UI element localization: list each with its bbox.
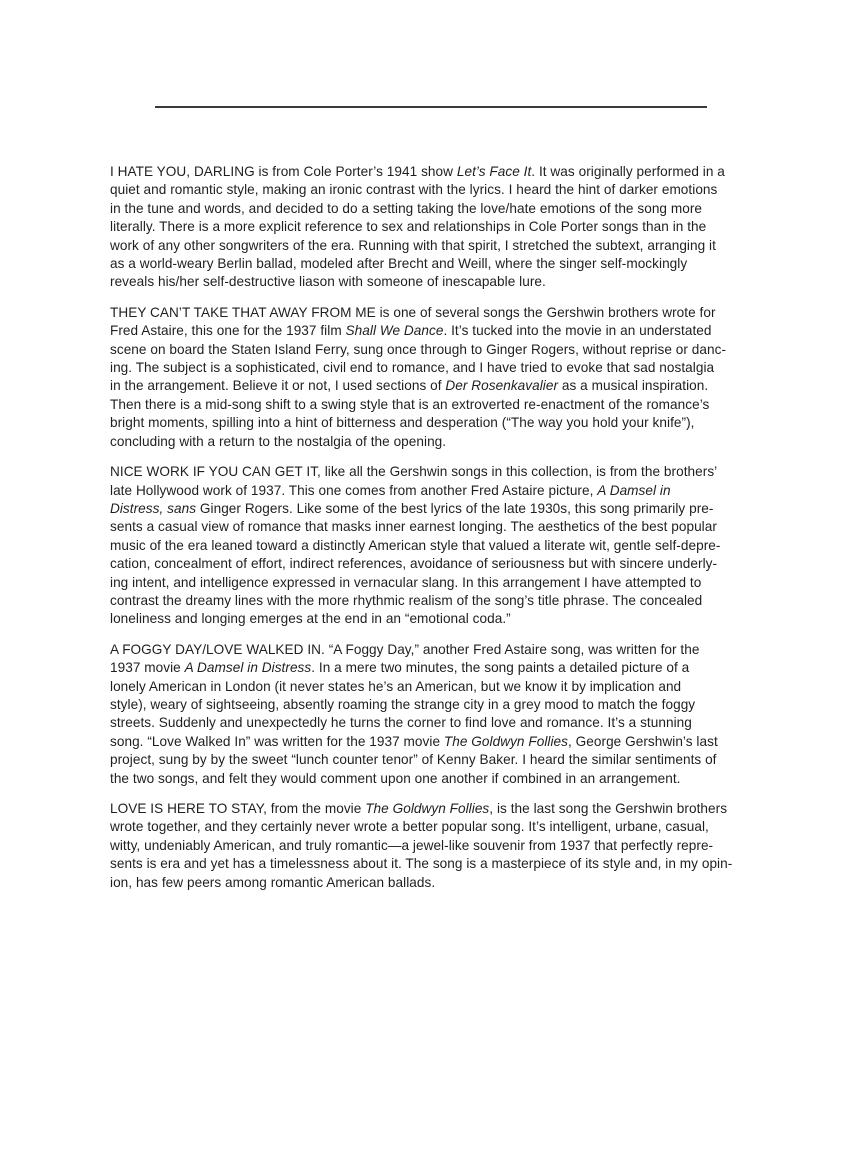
text-line xyxy=(110,237,830,255)
italic-title-text: Let’s Face It xyxy=(456,164,532,179)
text-line xyxy=(110,255,830,273)
text-segment: . It’s tucked into the movie in an understated xyxy=(443,323,712,339)
text-segment: loneliness and longing emerges at the end in an “emotional coda.” xyxy=(110,611,511,627)
text-line xyxy=(110,322,830,340)
italic-title-text: The Goldwyn Follies xyxy=(365,801,490,816)
text-segment: work of any other songwriters of the era. Running with that spirit, I stretched the subtext, arranging it xyxy=(110,237,716,253)
text-segment: reveals his/her self-destructive liason with someone of inescapable lure. xyxy=(110,274,546,290)
text-line xyxy=(110,837,830,855)
text-segment: quiet and romantic style, making an ironic contrast with the lyrics. I heard the hint of darker emotions xyxy=(110,182,718,198)
text-segment: THEY CAN’T TAKE THAT AWAY FROM ME is one of several songs the Gershwin brothers wrote for xyxy=(110,304,716,320)
text-segment: project, sung by by the sweet “lunch counter tenor” of Kenny Baker. I heard the similar sentiments of xyxy=(110,752,717,768)
italic-title-text: A Damsel in Distress xyxy=(184,660,312,676)
text-segment: the two songs, and felt they would comment upon one another if combined in an arrangement. xyxy=(110,770,681,786)
text-line xyxy=(110,574,830,592)
text-line xyxy=(110,537,830,555)
text-line xyxy=(110,218,830,236)
text-segment: Ginger Rogers. Like some of the best lyrics of the late 1930s, this song primarily pre- xyxy=(196,500,714,516)
text-segment: . It was originally performed in a xyxy=(531,164,725,179)
title-rule xyxy=(155,106,707,108)
text-segment: ion, has few peers among romantic American ballads. xyxy=(110,874,436,890)
text-segment: in the arrangement. Believe it or not, I used sections of xyxy=(110,378,446,394)
text-line xyxy=(110,304,830,322)
text-segment: song. “Love Walked In” was written for the 1937 movie xyxy=(110,733,444,749)
text-segment: concluding with a return to the nostalgia of the opening. xyxy=(110,433,447,449)
text-segment: Fred Astaire, this one for the 1937 film xyxy=(110,323,346,339)
paragraph xyxy=(110,304,830,451)
text-segment: style), weary of sightseeing, absently roaming the strange city in a grey mood to match the foggy xyxy=(110,696,696,712)
liner-notes xyxy=(110,163,830,904)
text-line xyxy=(110,641,830,659)
text-line xyxy=(110,751,830,769)
text-segment: I HATE YOU, DARLING is from Cole Porter’s 1941 show xyxy=(110,164,457,179)
text-segment: lonely American in London (it never states he’s an American, but we know it by implication and xyxy=(110,678,682,694)
text-segment: as a musical inspiration. xyxy=(558,378,709,394)
text-line xyxy=(110,770,830,788)
paragraph xyxy=(110,463,830,629)
italic-title-text: Der Rosenkavalier xyxy=(445,378,559,394)
text-segment: , is the last song the Gershwin brothers xyxy=(489,801,728,816)
text-segment: in the tune and words, and decided to do a setting taking the love/hate emotions of the song more xyxy=(110,200,703,216)
text-line xyxy=(110,696,830,714)
text-segment: late Hollywood work of 1937. This one comes from another Fred Astaire picture, xyxy=(110,482,598,498)
text-segment: ing intent, and intelligence expressed in vernacular slang. In this arrangement I have attempted to xyxy=(110,574,702,590)
text-line xyxy=(110,874,830,892)
text-segment: NICE WORK IF YOU CAN GET IT, like all the Gershwin songs in this collection, is from the brothers’ xyxy=(110,464,718,480)
text-line xyxy=(110,500,830,518)
text-segment: streets. Suddenly and unexpectedly he turns the corner to find love and romance. It’s a stunning xyxy=(110,715,692,731)
text-line xyxy=(110,518,830,536)
text-line xyxy=(110,714,830,732)
text-line xyxy=(110,800,830,818)
text-segment: scene on board the Staten Island Ferry, sung once through to Ginger Rogers, without reprise or danc- xyxy=(110,341,727,357)
text-segment: music of the era leaned toward a distinctly American style that valued a literate wit, gentle self-depre- xyxy=(110,537,721,553)
text-line xyxy=(110,659,830,677)
text-line xyxy=(110,414,830,432)
text-line xyxy=(110,482,830,500)
text-line xyxy=(110,377,830,395)
text-line xyxy=(110,359,830,377)
text-segment: Then there is a mid-song shift to a swing style that is an extroverted re-enactment of the romance’s xyxy=(110,396,710,412)
text-line xyxy=(110,592,830,610)
text-segment: A FOGGY DAY/LOVE WALKED IN. “A Foggy Day,” another Fred Astaire song, was written for the xyxy=(110,641,700,657)
text-line xyxy=(110,855,830,873)
text-line xyxy=(110,341,830,359)
text-segment: literally. There is a more explicit reference to sex and relationships in Cole Porter songs than in the xyxy=(110,219,707,235)
paragraph xyxy=(110,163,830,292)
text-line xyxy=(110,818,830,836)
text-line xyxy=(110,200,830,218)
text-segment: , George Gershwin’s last xyxy=(568,733,718,749)
text-segment: sents is era and yet has a timelessness about it. The song is a masterpiece of its style and, in my opin- xyxy=(110,856,733,872)
text-line xyxy=(110,396,830,414)
text-segment: as a world-weary Berlin ballad, modeled after Brecht and Weill, where the singer self-mockingly xyxy=(110,256,688,272)
text-segment: . In a mere two minutes, the song paints a detailed picture of a xyxy=(311,660,690,676)
text-segment: cation, concealment of effort, indirect references, avoidance of seriousness but with sincere underly- xyxy=(110,556,718,572)
text-line xyxy=(110,610,830,628)
paragraph xyxy=(110,641,830,788)
text-line xyxy=(110,433,830,451)
italic-title-text: Shall We Dance xyxy=(345,323,444,339)
text-line xyxy=(110,555,830,573)
text-line xyxy=(110,181,830,199)
text-line xyxy=(110,273,830,291)
text-line xyxy=(110,463,830,481)
text-line xyxy=(110,163,830,181)
text-segment: bright moments, spilling into a hint of bitterness and desperation (“The way you hold your knife”), xyxy=(110,415,695,431)
text-segment: witty, undeniably American, and truly romantic—a jewel-like souvenir from 1937 that perfectly repre- xyxy=(110,837,714,853)
italic-title-text: The Goldwyn Follies xyxy=(443,733,568,749)
paragraph xyxy=(110,800,830,892)
text-segment: sents a casual view of romance that masks inner earnest longing. The aesthetics of the best popular xyxy=(110,519,717,535)
text-segment: LOVE IS HERE TO STAY, from the movie xyxy=(110,801,366,816)
italic-title-text: Distress, sans xyxy=(110,500,197,516)
text-segment: ing. The subject is a sophisticated, civil end to romance, and I have tried to evoke that sad nostalgia xyxy=(110,360,715,376)
text-line xyxy=(110,733,830,751)
text-segment: 1937 movie xyxy=(110,660,185,676)
text-line xyxy=(110,678,830,696)
text-segment: contrast the dreamy lines with the more rhythmic realism of the song’s title phrase. The concealed xyxy=(110,592,703,608)
text-segment: wrote together, and they certainly never wrote a better popular song. It’s intelligent, urbane, casual, xyxy=(110,819,709,835)
italic-title-text: A Damsel in xyxy=(597,482,671,498)
